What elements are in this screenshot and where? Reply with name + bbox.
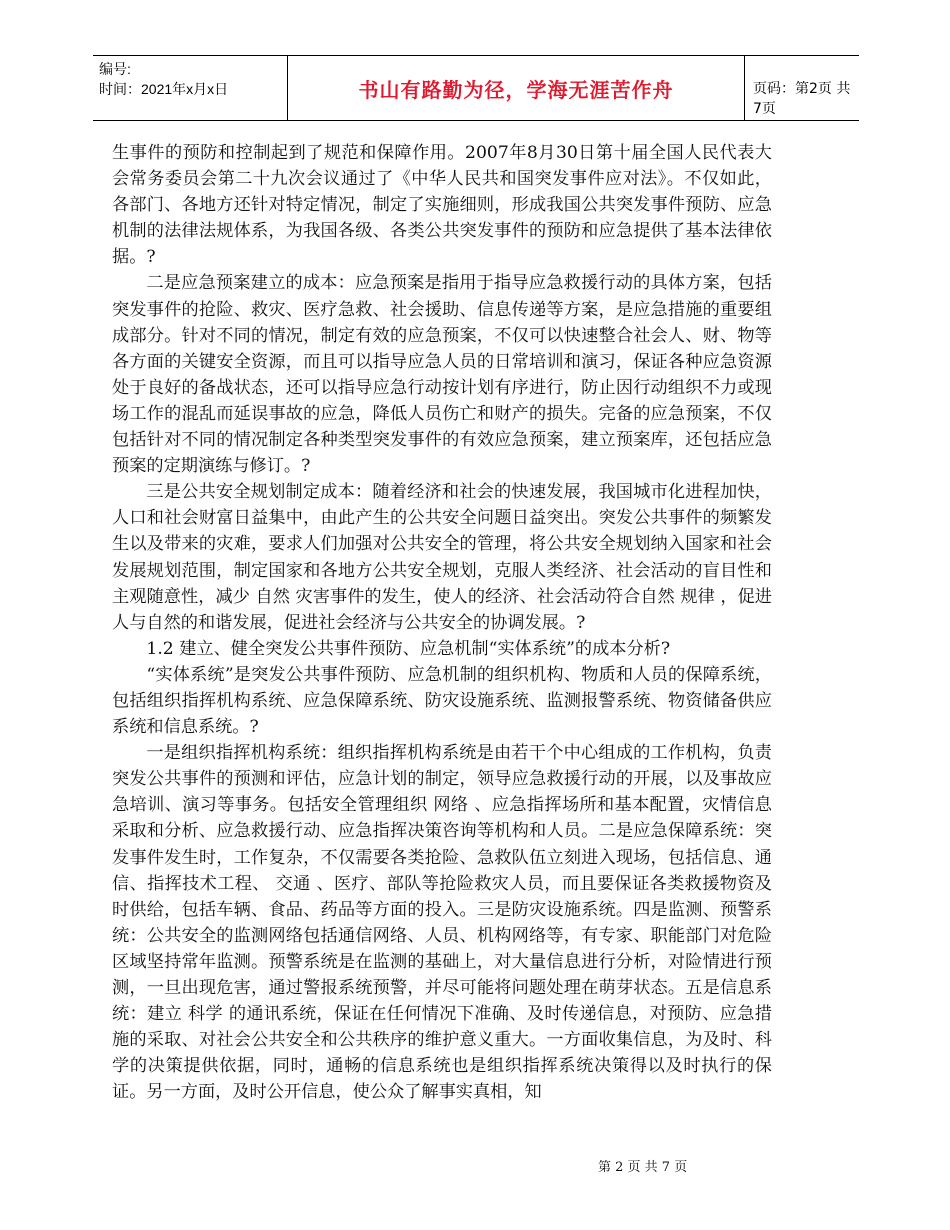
body-paragraph: 二是应急预案建立的成本：应急预案是指用于指导应急救援行动的具体方案，包括突发事件的抢险、救灾、医疗急救、社会援助、信息传递等方案，是应急措施的重要组成部分。针对不同的情况，制定有效的应急预案，不仅可以快速整合社会人、财、物等各方面的关键安全资源，而且可以指导应急人员的日常培训和演习，保证各种应急资源处于良好的备战状态，还可以指导应急行动按计划有序进行，防止因行动组织不力或现场工作的混乱而延误事故的应急，降低人员伤亡和财产的损失。完备的应急预案，不仅包括针对不同的情况制定各种类型突发事件的有效应急预案，建立预案库，还包括应急预案的定期演练与修订。? — [112, 273, 772, 477]
body-paragraph: 一是组织指挥机构系统：组织指挥机构系统是由若干个中心组成的工作机构，负责突发公共事件的预测和评估，应急计划的制定，领导应急救援行动的开展，以及事故应急培训、演习等事务。包括安全管理组织 网络 、应急指挥场所和基本配置，灾情信息采取和分析、应急救援行动、应急指挥决策咨询等机构和人员。二是应急保障系统：突发事件发生时，工作复杂，不仅需要各类抢险、急救队伍立刻进入现场，包括信息、通信、指挥技术工程、 交通 、医疗、部队等抢险救灾人员，而且要保证各类救援物资及时供给，包括车辆、食品、药品等方面的投入。三是防灾设施系统。四是监测、预警系统：公共安全的监测网络包括通信网络、人员、机构网络等，有专家、职能部门对危险区域坚持常年监测。预警系统是在监测的基础上，对大量信息进行分析，对险情进行预测，一旦出现危害，通过警报系统预警，并尽可能将问题处理在萌芽状态。五是信息系统：建立 科学 的通讯系统，保证在任何情况下准确、及时传递信息，对预防、应急措施的采取、对社会公共安全和公共秩序的维护意义重大。一方面收集信息，为及时、科学的决策提供依据，同时，通畅的信息系统也是组织指挥系统决策得以及时执行的保证。另一方面，及时公开信息，使公众了解事实真相，知 — [112, 743, 772, 1103]
body-paragraph: “实体系统”是突发公共事件预防、应急机制的组织机构、物质和人员的保障系统，包括组织指挥机构系统、应急保障系统、防灾设施系统、监测报警系统、物资储备供应系统和信息系统。? — [112, 664, 772, 738]
body-paragraph: 生事件的预防和控制起到了规范和保障作用。2007年8月30日第十届全国人民代表大会常务委员会第二十九次会议通过了《中华人民共和国突发事件应对法》。不仅如此，各部门、各地方还针对特定情况，制定了实施细则，形成我国公共突发事件预防、应急机制的法律法规体系，为我国各级、各类公共突发事件的预防和应急提供了基本法律依据。? — [112, 143, 772, 268]
page-footer: 第 2 页 共 7 页 — [598, 1160, 688, 1175]
header-meta — [99, 59, 228, 99]
header-page-info: 页码：第2页 共7页 — [753, 81, 851, 117]
header-motto: 书山有路勤为径，学海无涯苦作舟 — [287, 56, 745, 120]
date-label: 时间：2021年x月x日 — [99, 81, 229, 97]
section-heading: 1.2 建立、健全突发公共事件预防、应急机制“实体系统”的成本分析? — [146, 638, 671, 659]
page-header — [93, 55, 859, 121]
document-body — [112, 140, 772, 1105]
body-paragraph: 三是公共安全规划制定成本：随着经济和社会的快速发展，我国城市化进程加快，人口和社会财富日益集中，由此产生的公共安全问题日益突出。突发公共事件的频繁发生以及带来的灾难，要求人们加强对公共安全的管理，将公共安全规划纳入国家和社会发展规划范围，制定国家和各地方公共安全规划，克服人类经济、社会活动的盲目性和主观随意性，减少 自然 灾害事件的发生，使人的经济、社会活动符合自然 规律 ，促进人与自然的和谐发展，促进社会经济与公共安全的协调发展。? — [112, 482, 772, 633]
serial-number-label: 编号: — [99, 61, 131, 77]
